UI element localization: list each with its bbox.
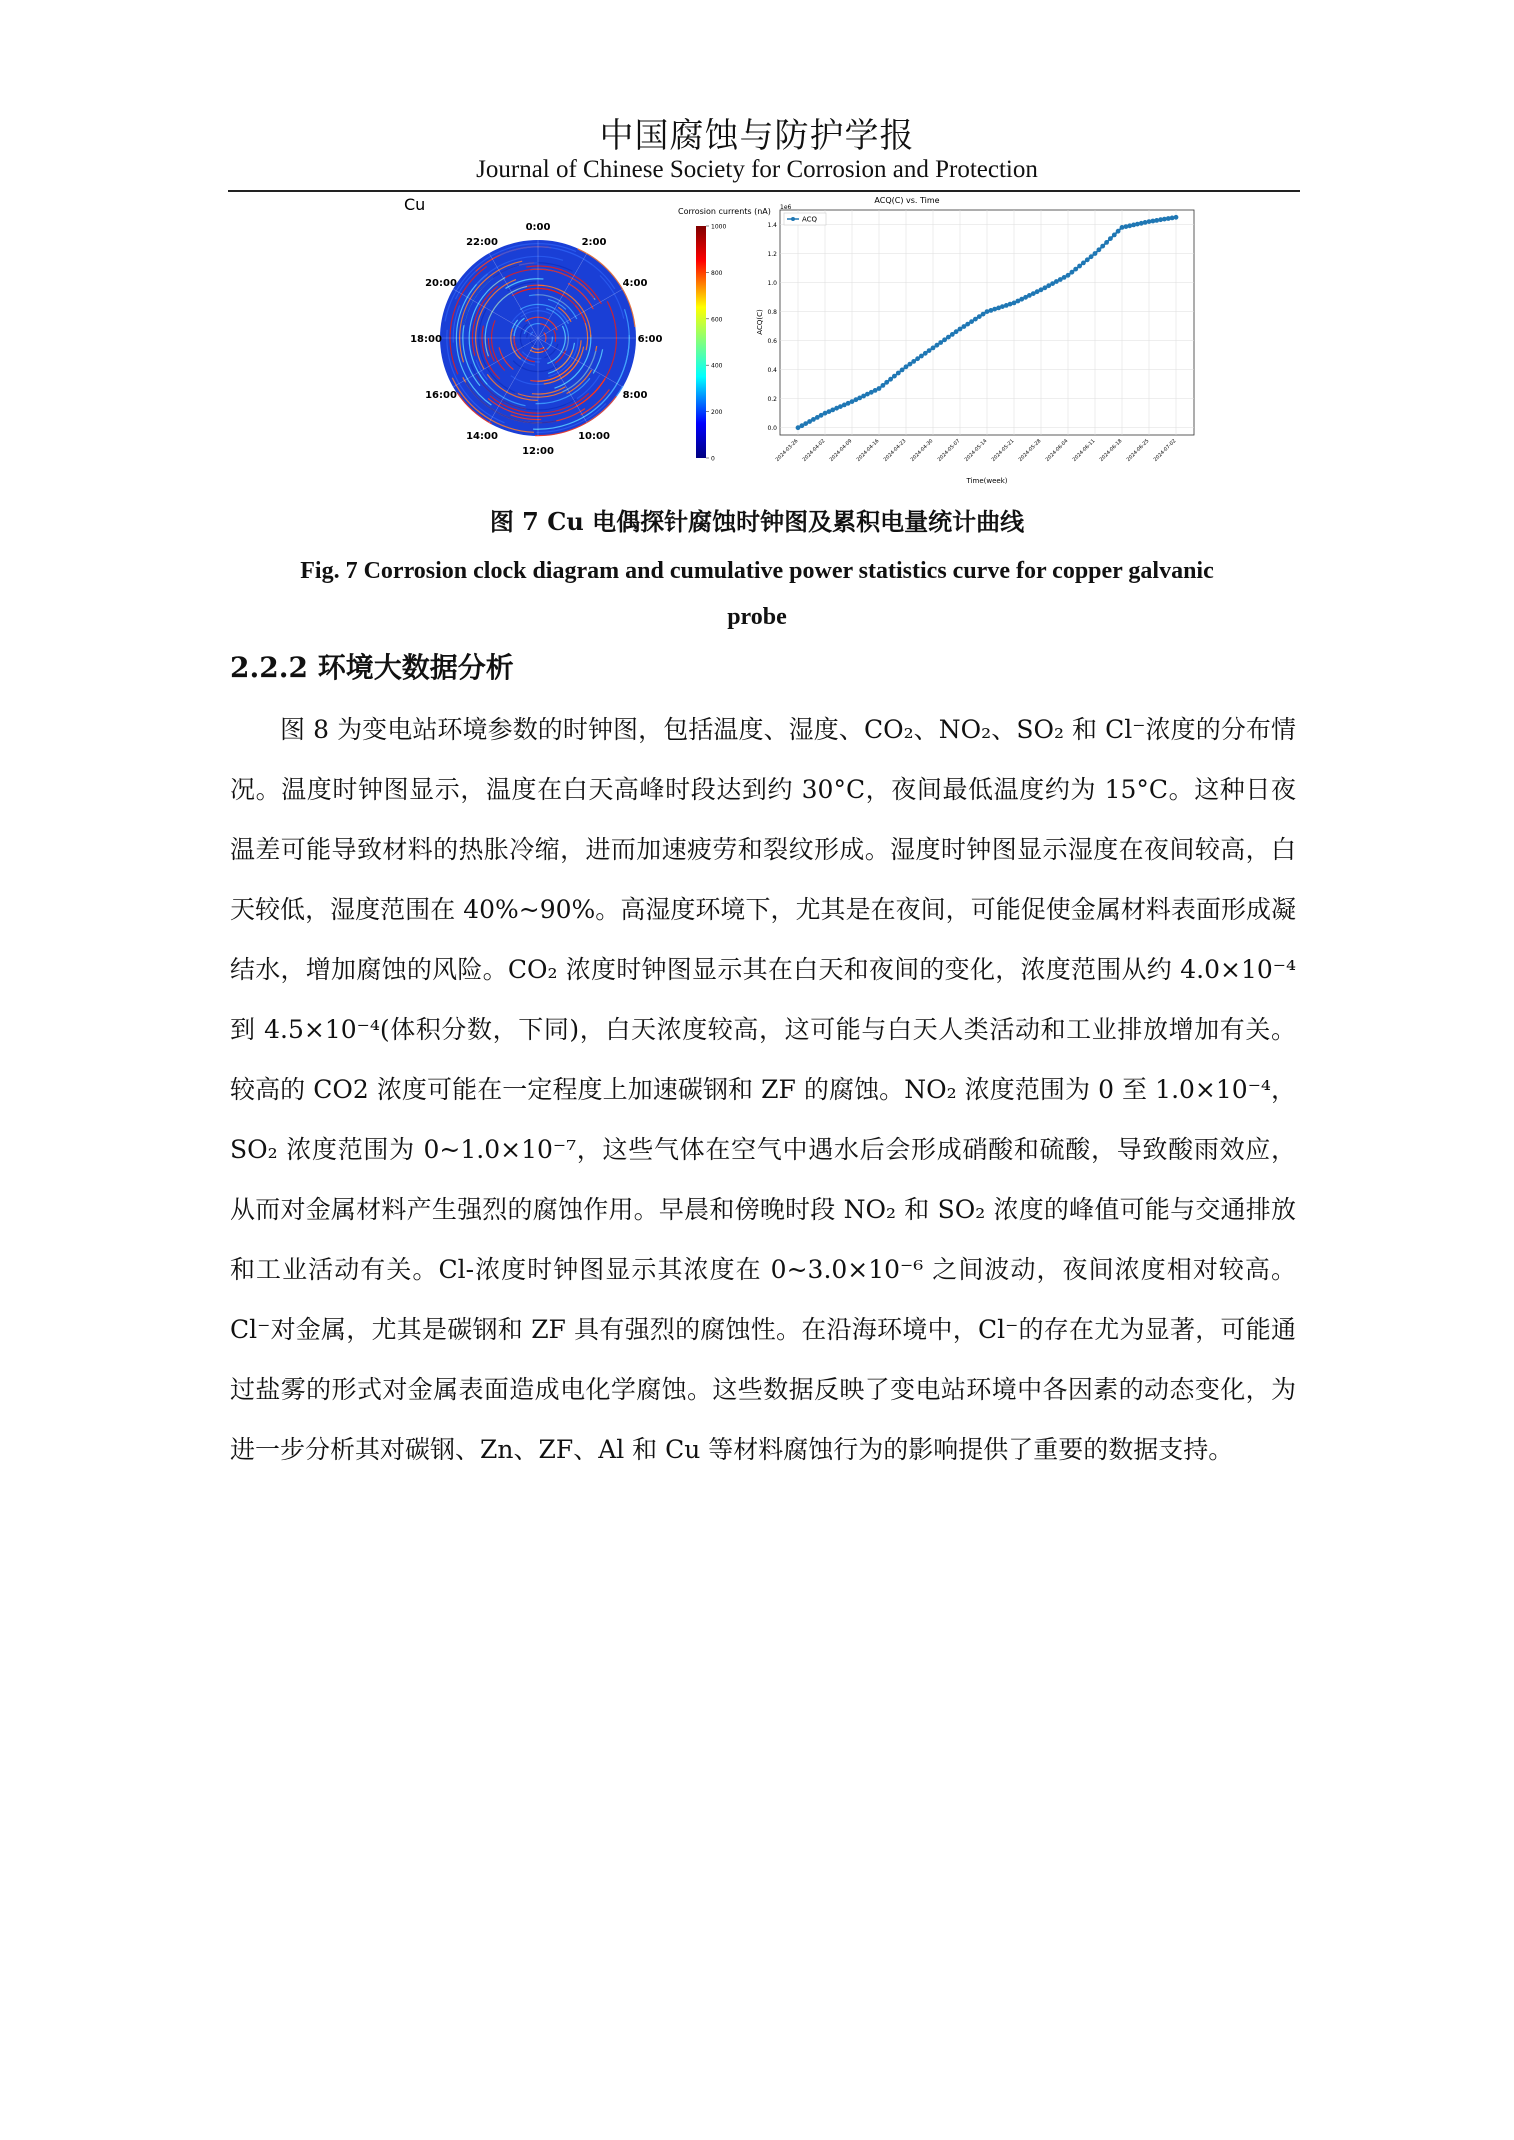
clock-hour-label: 4:00 [622,278,648,289]
series-point-acq [904,364,909,369]
x-tick-label: 2024-07-02 [1152,438,1178,463]
series-point-acq [1066,273,1071,278]
section-heading: 2.2.2 环境大数据分析 [230,651,514,684]
colorbar-tick-label: 200 [711,409,723,417]
x-tick-label: 2024-04-23 [882,438,908,463]
clock-hour-label: 16:00 [425,390,457,401]
x-tick-label: 2024-04-30 [909,438,935,463]
series-point-acq [1081,261,1086,266]
y-tick-label: 1.4 [767,222,777,230]
figure-caption-cn: 图 7 Cu 电偶探针腐蚀时钟图及累积电量统计曲线 [489,507,1025,536]
series-point-acq [888,377,893,382]
series-point-acq [1089,254,1094,259]
clock-rings [440,240,636,436]
series-point-acq [927,348,932,353]
series-point-acq [938,340,943,345]
series-point-acq [1077,264,1082,269]
colorbar-title: Corrosion currents (nA) [678,207,771,216]
x-tick-label: 2024-03-26 [774,438,800,463]
chart-grid [780,210,1194,435]
clock-hour-label: 2:00 [581,237,607,248]
x-tick-label: 2024-04-09 [828,438,854,463]
section-body [230,700,1296,1480]
x-tick-label: 2024-06-04 [1044,438,1070,463]
series-point-acq [946,335,951,340]
series-point-acq [896,371,901,376]
colorbar-tick-label: 800 [711,269,723,277]
series-point-acq [900,368,905,373]
chart-exponent: 1e6 [780,204,792,211]
series-point-acq [1174,215,1179,220]
clock-hour-label: 18:00 [410,334,442,345]
y-tick-label: 0.8 [767,309,777,317]
x-tick-label: 2024-06-25 [1125,438,1151,463]
colorbar-tick-label: 1000 [711,223,727,231]
y-tick-label: 1.2 [767,251,777,259]
colorbar-gradient [696,226,706,458]
x-tick-labels [775,438,1178,463]
journal-title-cn: 中国腐蚀与防护学报 [599,116,915,156]
x-tick-label: 2024-04-02 [801,438,827,463]
clock-hour-label: 14:00 [466,431,498,442]
section-paragraph: 图 8 为变电站环境参数的时钟图，包括温度、湿度、CO₂、NO₂、SO₂ 和 Cl⁻浓度的分布情况。温度时钟图显示，温度在白天高峰时段达到约 30°C，夜间最低温度约为 15°C。这种日夜温差可能导致材料的热胀冷缩，进而加速疲劳和裂纹形成。湿度时钟图显示湿度在夜间较高，白天较低，湿度范围在 40%~90%。高湿度环境下，尤其是在夜间，可能促使金属材料表面形成凝结水，增加腐蚀的风险。CO₂ 浓度时钟图显示其在白天和夜间的变化，浓度范围从约 4.0×10⁻⁴ 到 4.5×10⁻⁴(体积分数，下同)，白天浓度较高，这可能与白天人类活动和工业排放增加有关。较高的 CO2 浓度可能在一定程度上加速碳钢和 ZF 的腐蚀。NO₂ 浓度范围为 0 至 1.0×10⁻⁴，SO₂ 浓度范围为 0~1.0×10⁻⁷，这些气体在空气中遇水后会形成硝酸和硫酸，导致酸雨效应，从而对金属材料产生强烈的腐蚀作用。早晨和傍晚时段 NO₂ 和 SO₂ 浓度的峰值可能与交通排放和工业活动有关。Cl-浓度时钟图显示其浓度在 0~3.0×10⁻⁶ 之间波动，夜间浓度相对较高。Cl⁻对金属，尤其是碳钢和 ZF 具有强烈的腐蚀性。在沿海环境中，Cl⁻的存在尤为显著，可能通过盐雾的形式对金属表面造成电化学腐蚀。这些数据反映了变电站环境中各因素的动态变化，为进一步分析其对碳钢、Zn、ZF、Al 和 Cu 等材料腐蚀行为的影响提供了重要的数据支持。 [230,715,1296,1464]
chart-legend [784,213,826,225]
legend-label: ACQ [802,215,818,224]
clock-metal-label: Cu [404,196,426,214]
y-tick-label: 0.0 [767,425,777,433]
series-point-acq [1108,236,1113,241]
clock-hour-label: 20:00 [425,278,457,289]
colorbar-tick-label: 0 [711,455,715,463]
y-tick-label: 1.0 [767,280,777,288]
series-point-acq [1116,229,1121,234]
colorbar-tick-label: 600 [711,316,723,324]
chart-title: ACQ(C) vs. Time [874,196,940,205]
y-tick-label: 0.6 [767,338,777,346]
y-axis-label: ACQ(C) [756,309,764,335]
header-rule [228,190,1300,192]
series-point-acq [877,386,882,391]
x-tick-label: 2024-05-14 [963,438,989,463]
x-axis-label: Time(week) [966,477,1008,485]
series-point-acq [1070,270,1075,275]
x-tick-label: 2024-05-07 [936,438,962,463]
clock-hour-label: 6:00 [637,334,663,345]
colorbar-ticks [706,224,726,463]
series-point-acq [911,359,916,364]
x-tick-label: 2024-05-28 [1017,438,1043,463]
series-point-acq [892,374,897,379]
series-point-acq [931,346,936,351]
colorbar-tick-label: 400 [711,362,723,370]
clock-hour-label: 12:00 [522,446,554,457]
clock-hour-label: 0:00 [525,222,551,233]
clock-hour-label: 22:00 [466,237,498,248]
corrosion-clock-diagram [404,196,662,457]
series-point-acq [1073,267,1078,272]
y-tick-labels [767,222,777,432]
y-tick-label: 0.4 [767,367,777,375]
journal-title-en: Journal of Chinese Society for Corrosion and Protection [476,156,1038,183]
series-point-acq [919,354,924,359]
clock-hour-label: 8:00 [622,390,648,401]
x-tick-label: 2024-06-11 [1071,438,1097,463]
series-point-acq [884,380,889,385]
series-point-acq [1085,257,1090,262]
y-tick-label: 0.2 [767,396,777,404]
series-point-acq [1100,244,1105,249]
figure-svg [388,196,1198,486]
series-point-acq [1112,233,1117,238]
series-point-acq [1097,247,1102,252]
series-point-acq [881,383,886,388]
figure-caption-en: Fig. 7 Corrosion clock diagram and cumulative power statistics curve for copper galvanic probe [300,558,1214,630]
series-point-acq [1104,240,1109,245]
series-point-acq [1093,251,1098,256]
acq-line-chart [756,196,1194,485]
x-tick-label: 2024-05-21 [990,438,1016,463]
clock-hour-label: 10:00 [578,431,610,442]
x-tick-label: 2024-04-16 [855,438,881,463]
figure-7 [388,196,1198,486]
series-point-acq [954,329,959,334]
x-tick-label: 2024-06-18 [1098,438,1124,463]
